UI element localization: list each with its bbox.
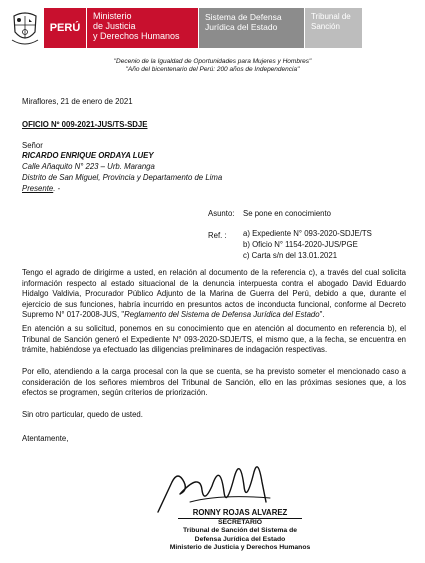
signer-name: RONNY ROJAS ALVAREZ [192,508,288,517]
institution-header [8,8,362,48]
signer-org-1: Tribunal de Sanción del Sistema de [182,527,298,535]
handwritten-signature [150,442,280,518]
decenio-motto: "Decenio de la Igualdad de Oportunidades para Mujeres y Hombres" "Año del bicentenario del Perú: 200 años de Independencia" [113,58,312,73]
tribunal-label: Tribunal de Sanción [304,8,362,48]
recipient-address-1: Calle Añaquito N° 223 – Urb. Maranga [22,162,155,171]
salutation: Señor [22,141,43,150]
sds-label: Sistema de Defensa Jurídica del Estado [198,8,304,48]
asunto-label: Asunto: [208,209,235,218]
ministry-label: Ministerio de Justicia y Derechos Humanos [86,8,198,48]
signer-title: SECRETARIO [217,519,263,526]
presente: Presente. - [22,184,61,193]
peru-label: PERÚ [44,8,86,48]
signature-block [160,508,320,553]
paragraph-4: Sin otro particular, quedo de usted. [22,410,143,419]
asunto-text: Se pone en conocimiento [243,209,331,218]
recipient-address-2: Distrito de San Miguel, Provincia y Departamento de Lima [22,173,223,182]
paragraph-1: Tengo el agrado de dirigirme a usted, en relación al documento de la referencia c), a través del cual solicita información respecto al estado situacional de la denuncia interpuesta contra el abogado David Eduardo Hidalgo Valdivia, Procurador Público Adjunto de la Marina de Guerra del Perú, debido a que, durante el ejercicio de sus funciones, habría incurrido en presuntos actos de inconducta funcional, conforme al Decreto Supremo N° 017-2008-JUS, "Reglamento del Sistema de Defensa Jurídica del Estado". [22,268,406,320]
coat-of-arms-icon [8,8,42,48]
ref-item: a) Expediente N° 093-2020-SDJE/TS [243,229,372,238]
oficio-number: OFICIO Nº 009-2021-JUS/TS-SDJE [22,120,148,129]
place-date: Miraflores, 21 de enero de 2021 [22,97,133,106]
signer-org-2: Defensa Jurídica del Estado [194,535,286,543]
closing: Atentamente, [22,434,69,443]
ref-label: Ref. : [208,231,227,240]
paragraph-2: En atención a su solicitud, ponemos en su conocimiento que en atención al documento en referencia b), el Tribunal de Sanción generó el Expediente N° 093-2020-SDJE/TS, el mismo que, a la fecha, se encuentra en trámite, habiéndose ya efectuado las diligencias preliminares de indagación respectivas. [22,324,406,355]
ref-item: c) Carta s/n del 13.01.2021 [243,251,338,260]
ref-item: b) Oficio N° 1154-2020-JUS/PGE [243,240,358,249]
paragraph-3: Por ello, atendiendo a la carga procesal con la que se cuenta, se ha previsto someter el mencionado caso a consideración de los señores miembros del Tribunal de Sanción, ello en las próximas sesiones que, a los efectos se programen, según criterios de priorización. [22,367,406,398]
signer-org-3: Ministerio de Justicia y Derechos Humanos [169,544,311,552]
recipient-name: RICARDO ENRIQUE ORDAYA LUEY [22,151,154,160]
